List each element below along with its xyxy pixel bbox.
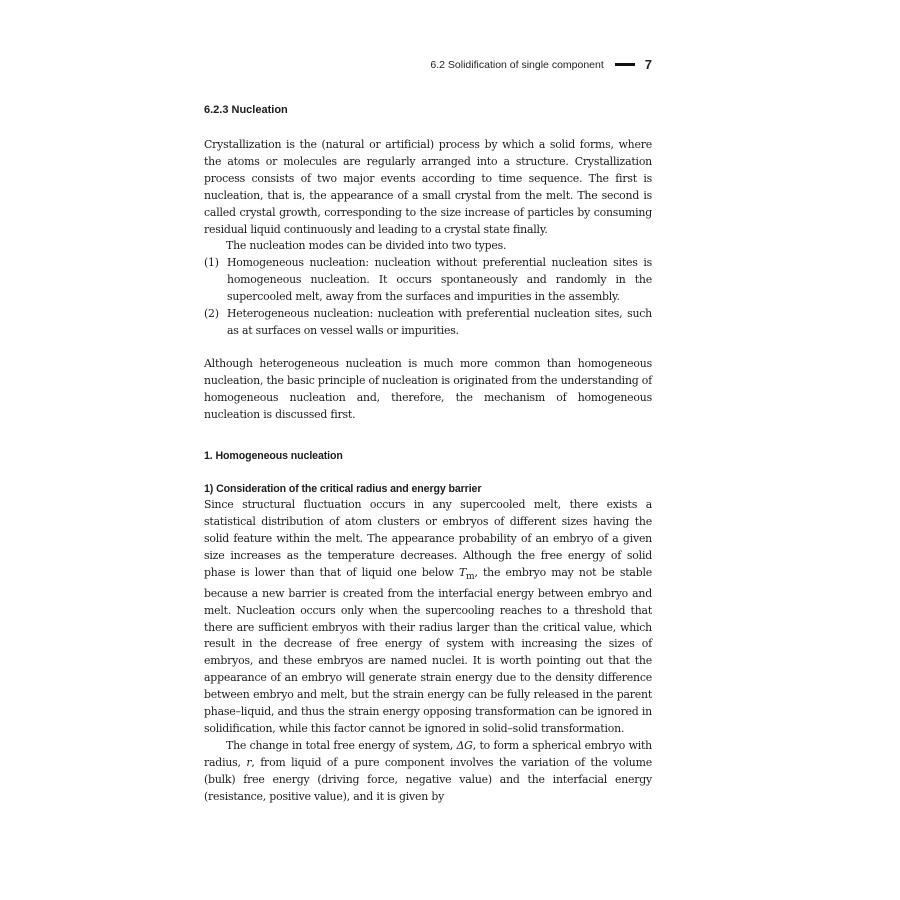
intro-block [204, 137, 652, 340]
running-head-rule [615, 63, 635, 66]
list-item-text: Homogeneous nucleation: nucleation without preferential nucleation sites is homogeneous nucleation. It occurs spontaneously and randomly in the supercooled melt, away from the surfaces and impurities in the assembly. [227, 256, 652, 304]
delta-g-symbol: ΔG [456, 738, 473, 752]
total-energy-paragraph: The change in total free energy of system, ΔG, to form a spherical embryo with radius, r, from liquid of a pure component involves the variation of the volume (bulk) free energy (driving force, negative value) and the interfacial energy (resistance, positive value), and it is given by [204, 738, 652, 803]
tm-subscript: m [466, 571, 475, 582]
running-head [430, 57, 652, 72]
list-item-number: (2) [204, 307, 219, 321]
list-item-homogeneous [204, 255, 652, 306]
intro-paragraph-2: The nucleation modes can be divided into two types. [226, 239, 507, 253]
tm-symbol: T [458, 565, 467, 579]
running-head-section: 6.2 Solidification of single component [430, 58, 604, 71]
intro-paragraph-1: Crystallization is the (natural or artificial) process by which a solid forms, where the atoms or molecules are regularly arranged into a structure. Crystallization process consists of two major events according to time sequence. The first is nucleation, that is, the appearance of a small crystal from the melt. The second is called crystal growth, corresponding to the size increase of particles by consuming residual liquid continuously and leading to a crystal state finally. [204, 138, 652, 236]
heterogeneous-paragraph-block [204, 356, 652, 424]
book-page [204, 0, 652, 900]
section-title: 6.2.3 Nucleation [204, 104, 288, 116]
heterogeneous-paragraph: Although heterogeneous nucleation is much more common than homogeneous nucleation, the basic principle of nucleation is originated from the understanding of homogeneous nucleation and, therefore, the mechanism of homogeneous nucleation is discussed first. [204, 357, 652, 421]
page-number: 7 [644, 57, 652, 72]
heading-critical-radius: 1) Consideration of the critical radius and energy barrier [204, 483, 482, 495]
critical-radius-paragraph: Since structural fluctuation occurs in any supercooled melt, there exists a statistical distribution of atom clusters or embryos of different sizes having the solid feature within the melt. The appearance probability of an embryo of a given size increases as the temperature decreases. Although the free energy of solid phase is lower than that of liquid one below $T_m$, the embryo may not be stable because a new barrier is created from the interfacial energy between embryo and melt. Nucleation occurs only when the supercooling reaches to a threshold that there are sufficient embryos with their radius larger than the critical value, which result in the decrease of free energy of system with increasing the sizes of embryos, and these embryos are named nuclei. It is worth pointing out that the appearance of an embryo will generate strain energy due to the density difference between embryo and melt, but the strain energy can be fully released in the parent phase–liquid, and thus the strain energy opposing transformation can be ignored in solidification, while this factor cannot be ignored in solid–solid transformation. [204, 498, 653, 735]
list-item-number: (1) [204, 256, 219, 270]
critical-radius-block [204, 497, 652, 805]
list-item-heterogeneous [204, 306, 652, 340]
heading-homogeneous-nucleation: 1. Homogeneous nucleation [204, 450, 343, 462]
r-symbol: r [246, 755, 252, 769]
list-item-text: Heterogeneous nucleation: nucleation with preferential nucleation sites, such as at surfaces on vessel walls or impurities. [227, 307, 652, 337]
